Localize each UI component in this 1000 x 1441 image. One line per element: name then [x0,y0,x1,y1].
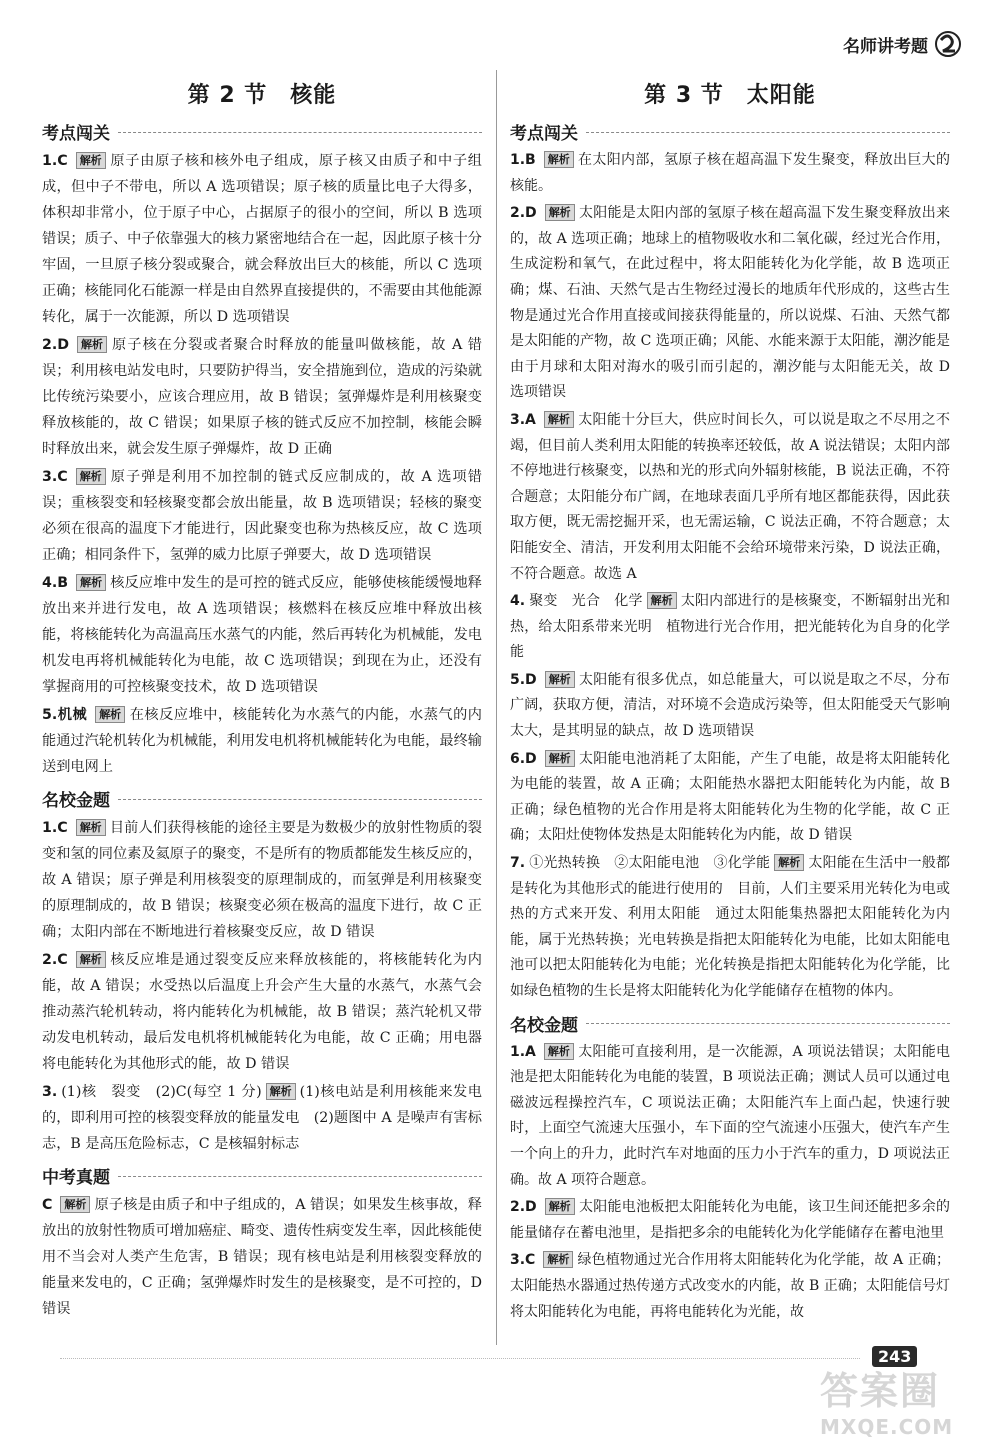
answer-number: 6.D [510,750,537,767]
answer-text: 太阳能在生活中一般都是转化为其他形式的能进行使用的 目前，人们主要采用光转化为电或热的方式来开发、利用太阳能 通过太阳能集热器把太阳能转化为内能，属于光热转换；光电转换是指把太阳能转化为电能，比如太阳能电池可以把太阳能转化为电能；光化转换是指把太阳能转化为化学能，比如绿色植物的生长是将太阳能转化为化学能储存在植物的体内。 [510,855,951,999]
answer-item [42,947,482,1077]
answer-fill: (1)核 裂变 (2)C(每空 1 分) [61,1084,262,1100]
sub-heading: 名校金题 [42,786,482,811]
analysis-tag: 解析 [76,468,106,485]
answer-item [42,1192,482,1322]
answer-text: 绿色植物通过光合作用将太阳能转化为化学能，故 A 正确；太阳能热水器通过热传递方式改变水的内能，故 B 正确；太阳能信号灯将太阳能转化为电能，再将电能转化为光能，故 [510,1252,950,1320]
right-column [510,78,950,1327]
analysis-tag: 解析 [266,1083,296,1100]
answer-number: 2.D [42,337,70,353]
answer-text: 核反应堆是通过裂变反应来释放核能的，将核能转化为内能，故 A 错误；水受热以后温度上升会产生大量的水蒸气，水蒸气会推动蒸汽轮机转动，将内能转化为机械能，故 B 错误；蒸汽轮机又带动发电机转动，最后发电机将机械能转化为电能，故 C 正确；用电器将电能转化为其他形式的能，故 D 错误 [42,952,482,1072]
section-title-left: 第 2 节 核能 [187,83,337,108]
answer-item [42,570,482,700]
answer-item [510,589,950,666]
answer-item [510,1040,950,1194]
answer-number: 1.C [42,153,68,169]
answer-text: 在核反应堆中，核能转化为水蒸气的内能，水蒸气的内能通过汽轮机转化为机械能，利用发电机将机械能转化为电能，最终输送到电网上 [42,707,482,775]
watermark-logo: 答案圈 [820,1369,941,1413]
answer-text: 核反应堆中发生的是可控的链式反应，能够使核能缓慢地释放出来并进行发电，故 A 选项错误；核燃料在核反应堆中释放出核能，将核能转化为高温高压水蒸气的内能，然后再转化为机械能，发电机发电再将机械能转化为电能，故 C 选项错误；到现在为止，还没有掌握商用的可控核聚变技术，故 D 选项错误 [42,575,482,695]
analysis-tag: 解析 [544,1043,574,1060]
column-divider [496,70,497,1345]
analysis-tag: 解析 [774,854,804,871]
analysis-tag: 解析 [544,151,574,168]
left-body [42,119,482,1322]
answer-number: 3.A [510,411,536,428]
analysis-tag: 解析 [543,1251,573,1268]
sub-heading: 中考真题 [42,1163,482,1188]
header-brand [843,30,962,58]
analysis-tag: 解析 [76,819,106,836]
answer-text: 太阳能电池消耗了太阳能，产生了电能，故是将太阳能转化为电能的装置，故 A 正确；太阳能热水器把太阳能转化为内能，故 B 正确；绿色植物的光合作用是将太阳能转化为生物的化学能，故 C 正确；太阳灶使物体发热是太阳能转化为内能，故 D 错误 [510,750,950,844]
answer-item [510,1248,950,1325]
answer-text: 太阳能十分巨大，供应时间长久，可以说是取之不尽用之不竭，但目前人类利用太阳能的转换率还较低，故 A 说法错误；太阳内部不停地进行核聚变，以热和光的形式向外辐射核能，B 说法正确，不符合题意；太阳能分布广阔，在地球表面几乎所有地区都能获得，因此获取方便，既无需挖掘开采，也无需运输，C 说法正确，不符合题意；太阳能安全、清洁，开发利用太阳能不会给环境带来污染，D 说法正确，不符合题意。故选 A [510,411,950,582]
analysis-tag: 解析 [545,671,575,688]
answer-text: 太阳能有很多优点，如总能量大，可以说是取之不尽，分布广阔，获取方便，清洁，对环境不会造成污染等，但太阳能受天气影响太大，是其明显的缺点，故 D 选项错误 [510,671,950,740]
section-title-right: 第 3 节 太阳能 [644,83,816,108]
answer-item [510,408,950,587]
brand-logo-icon [934,30,962,58]
analysis-tag: 解析 [60,1196,90,1213]
answer-text: 太阳能是太阳内部的氢原子核在超高温下发生聚变释放出来的，故 A 选项正确；地球上的植物吸收水和二氧化碳，经过光合作用，生成淀粉和氧气，在此过程中，将太阳能转化为化学能，故 B 选项正确；煤、石油、天然气是古生物经过漫长的地质年代形成的，这些古生物是通过光合作用直接或间接获得能量的，所以说煤、石油、天然气都是太阳能的产物，故 C 选项正确；风能、水能来源于太阳能，潮汐能是由于月球和太阳对海水的吸引而引起的，潮汐能与太阳能无关，故 D 选项错误 [510,205,950,401]
answer-text: 太阳能电池板把太阳能转化为电能，该卫生间还能把多余的能量储存在蓄电池里，是指把多余的电能转化为化学能储存在蓄电池里 [510,1199,950,1241]
answer-text: (1)核电站是利用核能来发电的，即利用可控的核裂变释放的能量发电 (2)题图中 A 是噪声有害标志，B 是高压危险标志，C 是核辐射标志 [42,1084,482,1152]
answer-number: 3.C [510,1252,536,1269]
answer-text: 原子核在分裂或者聚合时释放的能量叫做核能，故 A 错误；利用核电站发电时，只要防护得当，安全措施到位，造成的污染就比传统污染要小，应该合理应用，故 B 错误；氢弹爆炸是利用核聚变释放核能的，故 C 错误；如果原子核的链式反应不加控制，核能会瞬时释放出来，就会发生原子弹爆炸，故 D 正确 [42,337,482,457]
answer-item [42,148,482,330]
answer-text: 原子弹是利用不加控制的链式反应制成的，故 A 选项错误；重核裂变和轻核聚变都会放出能量，故 B 选项错误；轻核的聚变必须在很高的温度下才能进行，因此聚变也称为热核反应，故 C 选项正确；相同条件下，氢弹的威力比原子弹要大，故 D 选项错误 [42,469,482,563]
sub-heading: 名校金题 [510,1011,950,1036]
sub-heading: 考点闯关 [510,119,950,144]
answer-item [42,1079,482,1157]
analysis-tag: 解析 [76,951,106,968]
left-column [42,78,482,1324]
answer-item [510,747,950,849]
bottom-rule [60,1358,860,1359]
sub-heading: 考点闯关 [42,119,482,144]
answer-item [510,201,950,406]
analysis-tag: 解析 [545,750,575,767]
answer-number: 3. [42,1084,58,1100]
answer-number: 1.C [42,820,68,836]
answer-text: 原子核是由质子和中子组成的，A 错误；如果发生核事故，释放出的放射性物质可增加癌症、畸变、遗传性病变发生率，因此核能使用不当会对人类产生危害，B 错误；现有核电站是利用核裂变释放的能量来发电的，C 正确；氢弹爆炸时发生的是核聚变，是不可控的，D 错误 [42,1197,482,1317]
analysis-tag: 解析 [545,1198,575,1215]
answer-fill: 聚变 光合 化学 [529,593,643,610]
answer-number: 5.机械 [42,707,88,723]
answer-fill: ①光热转换 ②太阳能电池 ③化学能 [529,855,771,872]
answer-number: 1.B [510,152,536,168]
answer-item [510,148,950,199]
analysis-tag: 解析 [544,411,574,428]
answer-text: 太阳内部进行的是核聚变，不断辐射出光和热，给太阳系带来光明 植物进行光合作用，把光能转化为自身的化学能 [510,593,951,661]
answer-text: 目前人们获得核能的途径主要是为数极少的放射性物质的裂变和氢的同位素及氦原子的聚变，不是所有的物质都能发生核反应的，故 A 错误；原子弹是利用核裂变的原理制成的，而氢弹是利用核聚变的原理制成的，故 B 错误；核聚变必须在极高的温度下进行，故 C 正确；太阳内部在不断地进行着核聚变反应，故 D 错误 [42,820,482,940]
answer-text: 原子由原子核和核外电子组成，原子核又由质子和中子组成，但中子不带电，所以 A 选项错误；原子核的质量比电子大得多，体积却非常小，位于原子中心，占据原子的很小的空间，所以 B 选项错误；质子、中子依靠强大的核力紧密地结合在一起，因此原子核十分牢固，一旦原子核分裂或聚合，就会释放出巨大的核能，所以 C 选项正确；核能同化石能源一样是由自然界直接提供的，不需要由其他能源转化，属于一次能源，所以 D 选项错误 [42,153,482,325]
answer-item [510,1195,950,1246]
answer-item [42,464,482,568]
answer-text: 在太阳内部，氢原子核在超高温下发生聚变，释放出巨大的核能。 [510,152,950,194]
answer-item [510,668,950,745]
analysis-tag: 解析 [545,204,575,221]
analysis-tag: 解析 [76,152,106,169]
answer-number: 3.C [42,469,68,485]
brand-text: 名师讲考题 [843,36,928,57]
answer-number: 2.D [510,205,537,222]
analysis-tag: 解析 [77,336,107,353]
answer-number: 5.D [510,671,537,688]
answer-text: 太阳能可直接利用，是一次能源，A 项说法错误；太阳能电池是把太阳能转化为电能的装置，B 项说法正确；测试人员可以通过电磁波远程操控汽车，C 项说法正确；太阳能汽车上面凸起，快速行驶时，上面空气流速大压强小，车下面的空气流速小压强大，使汽车产生一个向上的升力，此时汽车对地面的压力小于汽车的重力，D 项说法正确。故 A 项符合题意。 [510,1043,950,1188]
right-body [510,119,950,1325]
answer-item [42,815,482,945]
watermark-url: MXQE.COM [820,1415,954,1439]
answer-item [42,702,482,780]
answer-number: 7. [510,855,526,872]
answer-item [42,332,482,462]
analysis-tag: 解析 [647,592,677,609]
analysis-tag: 解析 [95,706,125,723]
page-number: 243 [872,1346,917,1367]
analysis-tag: 解析 [76,574,106,591]
answer-number: 1.A [510,1043,536,1060]
answer-number: 2.D [510,1199,537,1216]
answer-item [510,851,950,1005]
answer-number: C [42,1197,53,1213]
answer-number: 4.B [42,575,69,591]
answer-number: 2.C [42,952,68,968]
answer-number: 4. [510,593,526,610]
watermark [820,1360,990,1439]
